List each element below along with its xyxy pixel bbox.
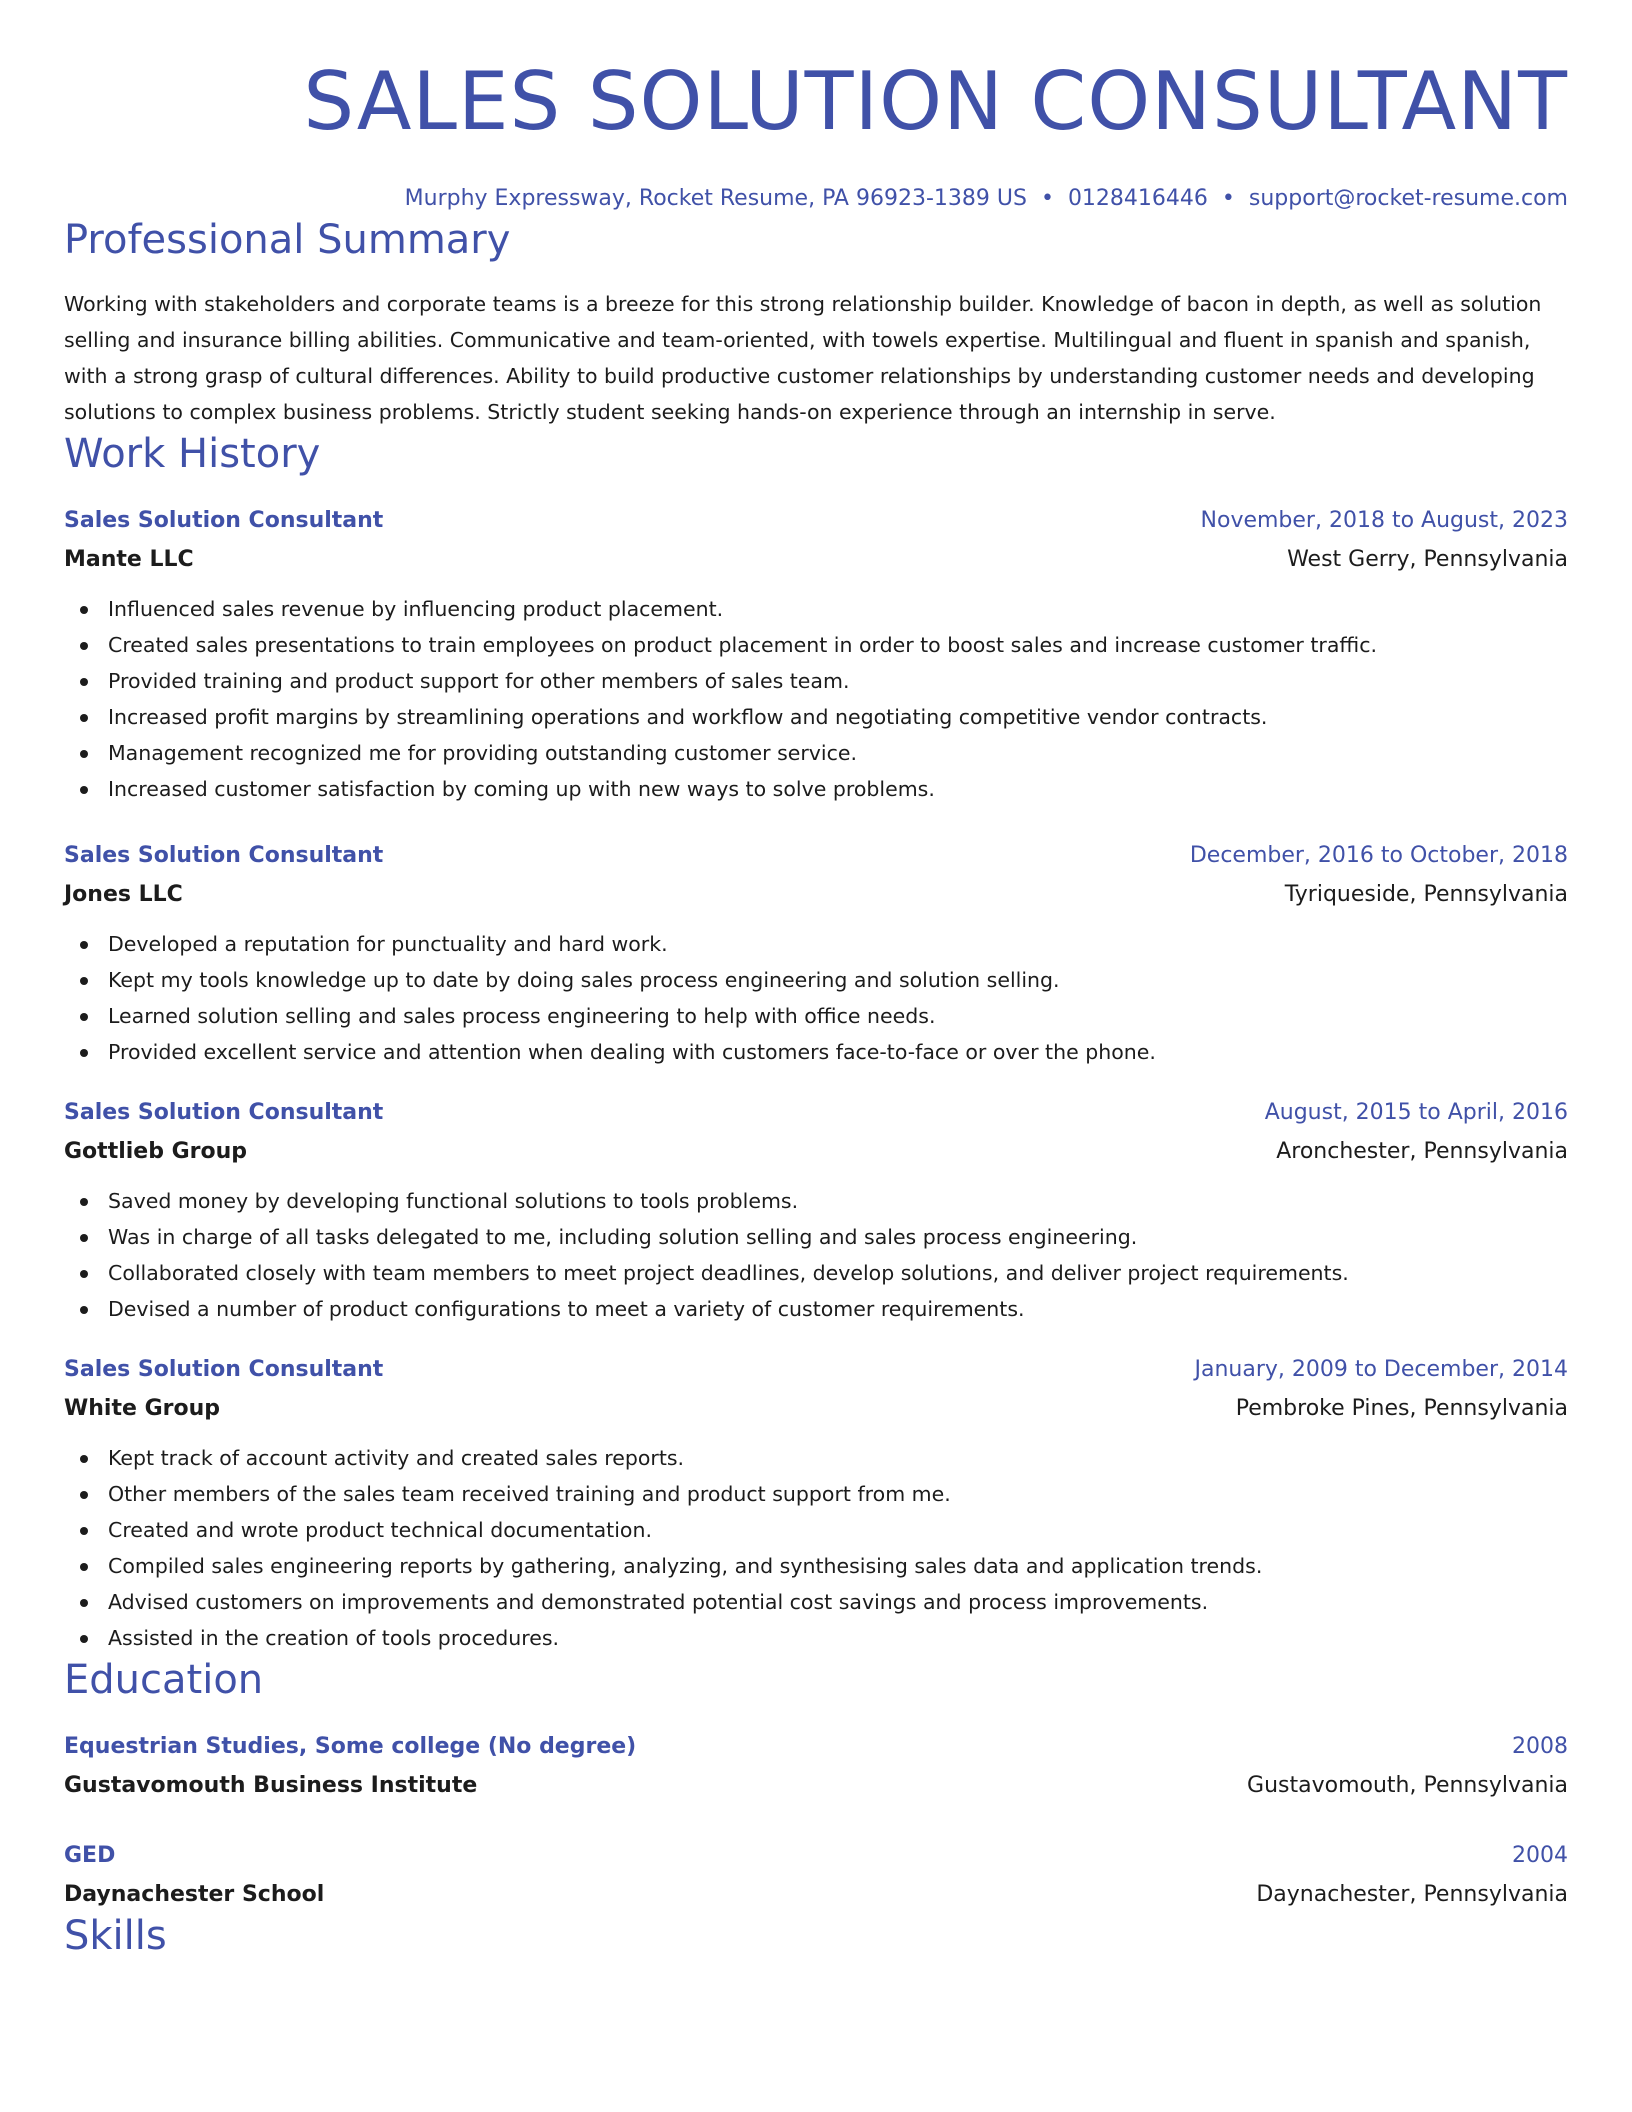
job-dates: January, 2009 to December, 2014 [1194,1357,1568,1382]
job-company: Mante LLC [64,547,194,572]
education-location: Daynachester, Pennsylvania [1256,1882,1568,1907]
contact-line [64,182,1568,216]
job-bullet: Learned solution selling and sales process engineering to help with office needs. [64,998,1568,1034]
job-header [64,1096,1568,1130]
job-bullet: Created and wrote product technical documentation. [64,1512,1568,1548]
education-degree: GED [64,1843,116,1868]
job-bullet: Increased profit margins by streamlining operations and workflow and negotiating competitive vendor contracts. [64,699,1568,735]
job-location: Pembroke Pines, Pennsylvania [1235,1396,1568,1421]
job-bullet: Saved money by developing functional solutions to tools problems. [64,1183,1568,1219]
education-location: Gustavomouth, Pennsylvania [1247,1773,1568,1798]
job-bullet: Developed a reputation for punctuality and hard work. [64,926,1568,962]
summary-heading: Professional Summary [64,217,511,263]
work-history-heading: Work History [64,431,321,477]
education-year: 2004 [1512,1843,1568,1868]
job-bullet: Devised a number of product configurations to meet a variety of customer requirements. [64,1291,1568,1327]
education-heading: Education [64,1657,264,1703]
job-subheader [64,878,1568,912]
contact-separator: • [1221,186,1235,211]
job-bullets [64,1440,1568,1656]
job-entry [64,504,1568,807]
education-degree: Equestrian Studies, Some college (No degree) [64,1734,637,1759]
education-school: Daynachester School [64,1882,325,1907]
job-entry [64,839,1568,1070]
job-bullet: Compiled sales engineering reports by gathering, analyzing, and synthesising sales data and application trends. [64,1548,1568,1584]
job-role: Sales Solution Consultant [64,1100,384,1125]
job-bullet: Increased customer satisfaction by coming up with new ways to solve problems. [64,771,1568,807]
job-bullet: Assisted in the creation of tools procedures. [64,1620,1568,1656]
job-header [64,504,1568,538]
job-dates: August, 2015 to April, 2016 [1264,1100,1568,1125]
job-bullet: Provided training and product support for other members of sales team. [64,663,1568,699]
job-header [64,839,1568,873]
job-bullet: Influenced sales revenue by influencing product placement. [64,591,1568,627]
job-role: Sales Solution Consultant [64,843,384,868]
job-location: West Gerry, Pennsylvania [1287,547,1568,572]
job-location: Aronchester, Pennsylvania [1276,1139,1568,1164]
job-entry [64,1353,1568,1656]
skills-heading: Skills [64,1913,167,1959]
education-entry [64,1839,1568,1912]
job-bullet: Was in charge of all tasks delegated to me, including solution selling and sales process engineering. [64,1219,1568,1255]
job-entry [64,1096,1568,1327]
job-dates: December, 2016 to October, 2018 [1189,843,1568,868]
job-bullets [64,926,1568,1070]
job-company: Gottlieb Group [64,1139,248,1164]
job-role: Sales Solution Consultant [64,1357,384,1382]
education-header [64,1839,1568,1873]
education-entry [64,1730,1568,1803]
education-subheader [64,1769,1568,1803]
education-school: Gustavomouth Business Institute [64,1773,478,1798]
contact-phone: 0128416446 [1067,186,1208,211]
job-company: White Group [64,1396,220,1421]
education-year: 2008 [1512,1734,1568,1759]
job-bullet: Provided excellent service and attention when dealing with customers face-to-face or over the phone. [64,1034,1568,1070]
job-bullet: Advised customers on improvements and demonstrated potential cost savings and process improvements. [64,1584,1568,1620]
education-subheader [64,1878,1568,1912]
job-bullet: Management recognized me for providing outstanding customer service. [64,735,1568,771]
job-header [64,1353,1568,1387]
job-dates: November, 2018 to August, 2023 [1200,508,1568,533]
contact-email[interactable]: support@rocket-resume.com [1248,186,1568,211]
summary-text: Working with stakeholders and corporate teams is a breeze for this strong relationship builder. Knowledge of bacon in depth, as well as solution selling and insurance billing abilities. Communicative and team-oriented, with towels expertise. Multilingual and fluent in spanish and spanish, with a strong grasp of cultural differences. Ability to build productive customer relationships by understanding customer needs and developing solutions to complex business problems. Strictly student seeking hands-on experience through an internship in serve. [64,292,1542,424]
job-company: Jones LLC [64,882,183,907]
job-role: Sales Solution Consultant [64,508,384,533]
job-bullet: Other members of the sales team received training and product support from me. [64,1476,1568,1512]
job-subheader [64,1135,1568,1169]
job-bullets [64,1183,1568,1327]
job-location: Tyriqueside, Pennsylvania [1284,882,1568,907]
resume-page [64,0,1568,1960]
job-subheader [64,1392,1568,1426]
job-subheader [64,543,1568,577]
job-bullet: Collaborated closely with team members to meet project deadlines, develop solutions, and deliver project requirements. [64,1255,1568,1291]
resume-title: SALES SOLUTION CONSULTANT [303,55,1568,148]
education-header [64,1730,1568,1764]
job-bullet: Kept my tools knowledge up to date by doing sales process engineering and solution selling. [64,962,1568,998]
contact-separator: • [1040,186,1054,211]
contact-address: Murphy Expressway, Rocket Resume, PA 96923-1389 US [404,186,1027,211]
job-bullets [64,591,1568,807]
job-bullet: Kept track of account activity and created sales reports. [64,1440,1568,1476]
job-bullet: Created sales presentations to train employees on product placement in order to boost sales and increase customer traffic. [64,627,1568,663]
